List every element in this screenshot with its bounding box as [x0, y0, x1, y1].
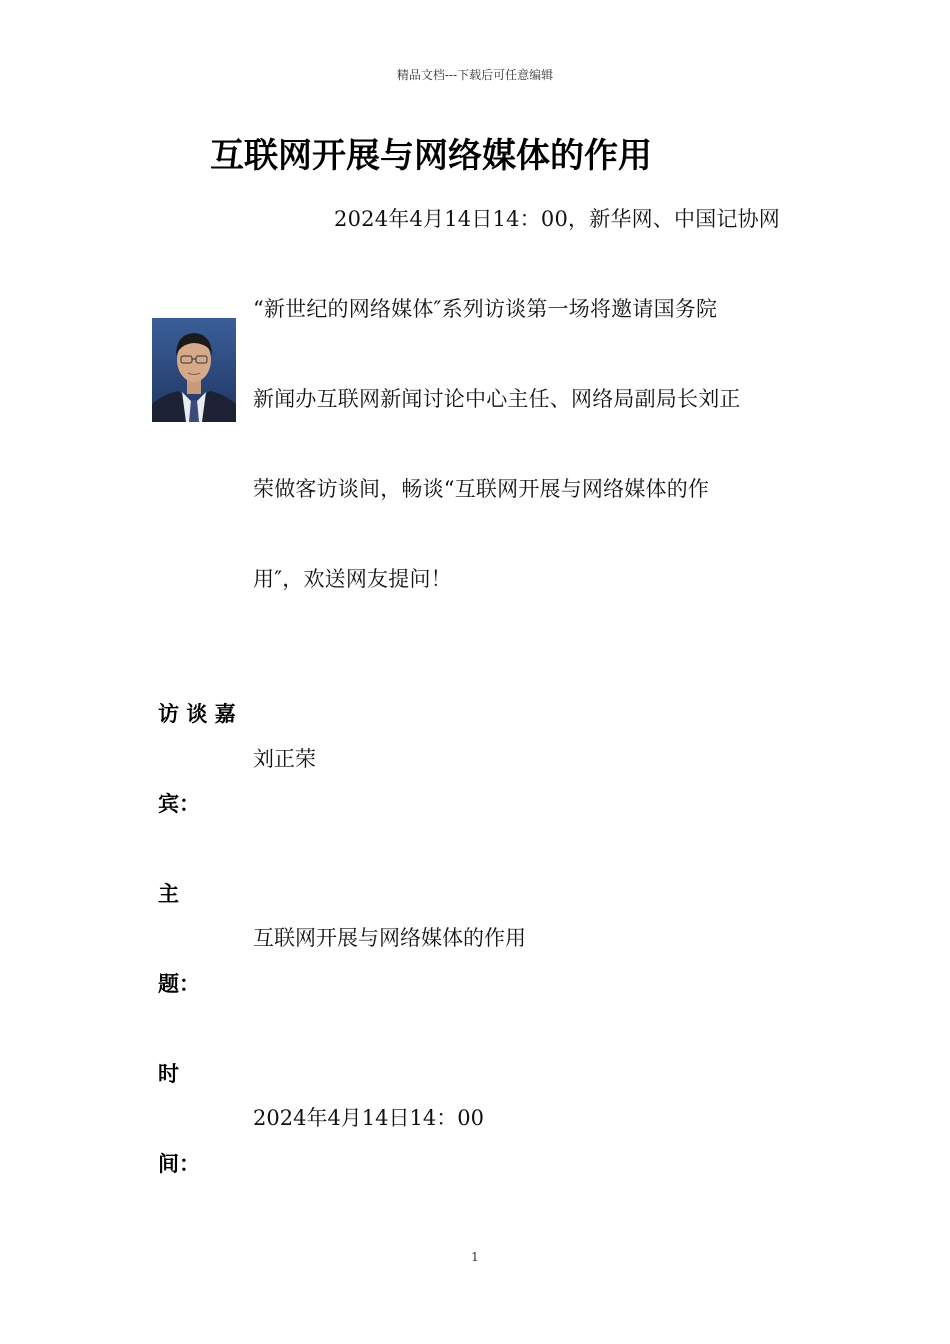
intro-line: “新世纪的网络媒体″系列访谈第一场将邀请国务院 — [253, 297, 718, 321]
topic-label-line1: 主 — [158, 882, 179, 906]
guest-value: 刘正荣 — [253, 747, 316, 771]
intro-line: 新闻办互联网新闻讨论中心主任、网络局副局长刘正 — [253, 387, 741, 411]
guest-portrait-photo — [152, 318, 236, 422]
topic-value: 互联网开展与网络媒体的作用 — [253, 926, 526, 950]
time-label-line1: 时 — [158, 1062, 179, 1086]
guest-label-line1: 访 谈 嘉 — [158, 702, 236, 726]
intro-line: 2024年4月14日14：00，新华网、中国记协网 — [334, 207, 780, 231]
guest-label-line2: 宾： — [158, 792, 200, 816]
page-header-note: 精品文档---下载后可任意编辑 — [396, 68, 554, 82]
document-title: 互联网开展与网络媒体的作用 — [210, 136, 652, 176]
intro-line: 用″，欢送网友提问！ — [253, 567, 452, 591]
intro-line: 荣做客访谈间，畅谈“互联网开展与网络媒体的作 — [253, 477, 710, 501]
topic-label-line2: 题： — [158, 972, 200, 996]
page-number: 1 — [471, 1250, 479, 1264]
time-value: 2024年4月14日14：00 — [253, 1106, 484, 1130]
time-label-line2: 间： — [158, 1152, 200, 1176]
